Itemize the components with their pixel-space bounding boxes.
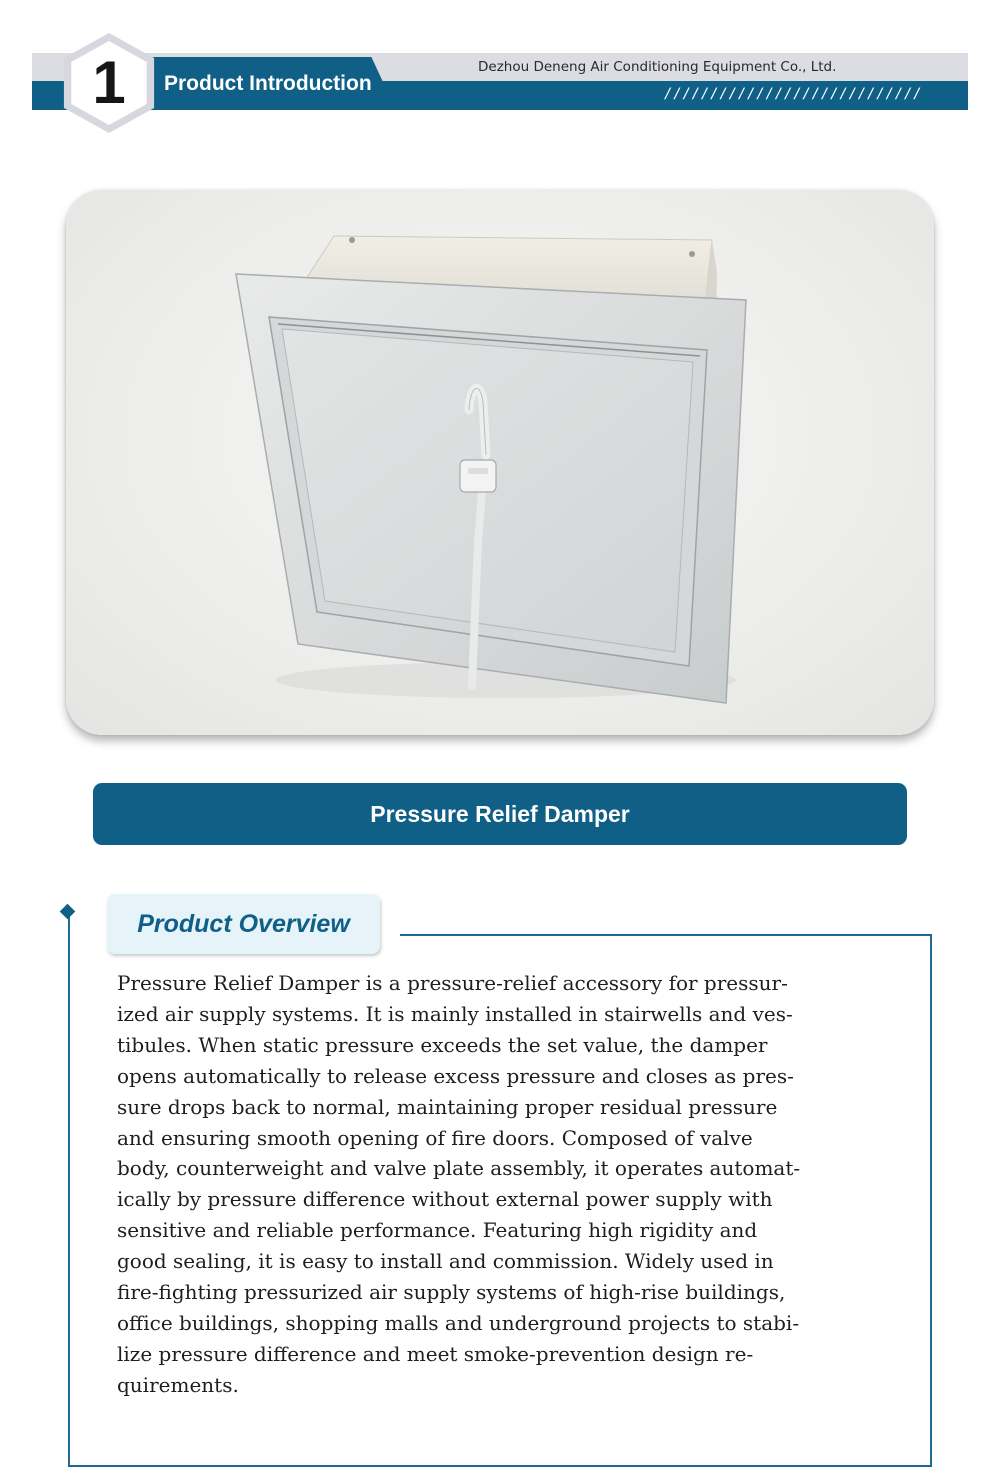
overview-heading: Product Overview [137, 910, 350, 938]
overview-line: good sealing, it is easy to install and commission. Widely used in [117, 1249, 774, 1274]
product-name: Pressure Relief Damper [370, 801, 630, 827]
overview-line: ically by pressure difference without external power supply with [117, 1187, 773, 1212]
overview-line: opens automatically to release excess pressure and closes as pres- [117, 1063, 794, 1088]
overview-line: lize pressure difference and meet smoke-prevention design re- [117, 1341, 754, 1366]
product-photo [66, 190, 934, 735]
overview-border-top [400, 934, 932, 936]
overview-line: body, counterweight and valve plate assembly, it operates automat- [117, 1156, 801, 1181]
decorative-slashes: //////////////////////////// [664, 86, 923, 102]
overview-line: sure drops back to normal, maintaining proper residual pressure [117, 1094, 778, 1119]
overview-line: ized air supply systems. It is mainly installed in stairwells and ves- [117, 1001, 793, 1026]
damper-illustration [66, 190, 934, 735]
overview-line: quirements. [117, 1372, 239, 1397]
company-name: Dezhou Deneng Air Conditioning Equipment Co., Ltd. [478, 59, 837, 75]
overview-line: and ensuring smooth opening of fire doors. Composed of valve [117, 1125, 753, 1150]
overview-line: sensitive and reliable performance. Featuring high rigidity and [117, 1218, 758, 1243]
product-name-bar [93, 783, 907, 845]
overview-line: office buildings, shopping malls and underground projects to stabi- [117, 1310, 800, 1335]
overview-border-bottom [68, 1465, 932, 1467]
diamond-bullet-icon [60, 904, 76, 920]
section-number: 1 [92, 49, 126, 116]
overview-line: tibules. When static pressure exceeds the set value, the damper [117, 1032, 768, 1057]
overview-border-left [68, 914, 70, 1467]
overview-body [117, 968, 907, 1401]
overview-line: Pressure Relief Damper is a pressure-relief accessory for pressur- [117, 971, 788, 995]
section-title: Product Introduction [164, 72, 372, 95]
overview-line: fire-fighting pressurized air supply systems of high-rise buildings, [117, 1280, 786, 1305]
overview-heading-pill [107, 894, 380, 954]
overview-border-right [930, 934, 932, 1467]
